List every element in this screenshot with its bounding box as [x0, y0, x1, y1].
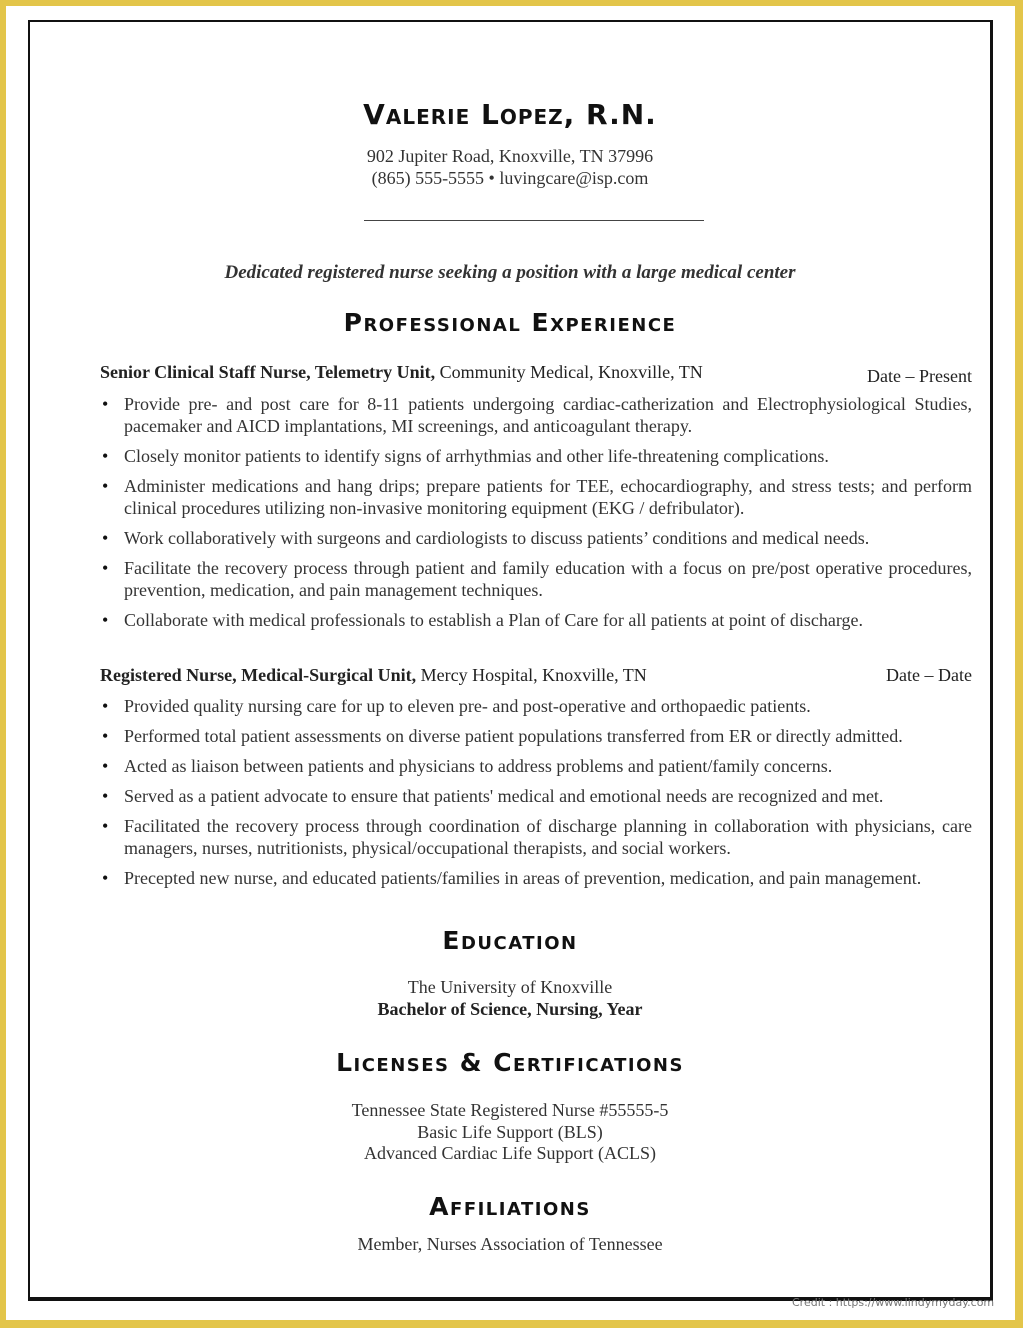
list-item: • Closely monitor patients to identify signs of arrhythmias and other life-threatening complications.	[100, 445, 972, 467]
job-date: Date – Present	[867, 366, 972, 386]
header-divider	[364, 220, 704, 221]
list-item: • Provided quality nursing care for up to eleven pre- and post-operative and orthopaedic patients.	[100, 695, 972, 717]
license-item: Advanced Cardiac Life Support (ACLS)	[364, 1143, 656, 1163]
list-item: • Administer medications and hang drips; prepare patients for TEE, echocardiography, and stress tests; and perform clinical procedures utilizing non-invasive monitoring equipment (EKG / defribulator).	[100, 475, 972, 519]
credit-watermark: Credit : https://www.lindymyday.com	[792, 1296, 995, 1309]
job-duties-list	[100, 393, 972, 639]
job-date: Date – Date	[886, 665, 972, 685]
job-title: Senior Clinical Staff Nurse, Telemetry Unit,	[100, 362, 436, 382]
list-item: • Performed total patient assessments on diverse patient populations transferred from ER or directly admitted.	[100, 725, 972, 747]
list-item: • Precepted new nurse, and educated patients/families in areas of prevention, medication, and pain management.	[100, 867, 972, 889]
objective-statement: Dedicated registered nurse seeking a position with a large medical center	[224, 262, 796, 283]
job-line	[100, 665, 972, 686]
education-school: The University of Knoxville	[407, 977, 613, 997]
list-item: • Served as a patient advocate to ensure that patients' medical and emotional needs are recognized and met.	[100, 785, 972, 807]
address-line: 902 Jupiter Road, Knoxville, TN 37996	[366, 146, 654, 166]
list-item: • Provide pre- and post care for 8-11 patients undergoing cardiac-catherization and Electrophysiological Studies, pacemaker and AICD implantations, MI screenings, and anticoagulant therapy.	[100, 393, 972, 437]
affiliations-heading: Affiliations	[429, 1192, 591, 1221]
contact-line: (865) 555-5555 • luvingcare@isp.com	[371, 168, 649, 188]
education-degree: Bachelor of Science, Nursing, Year	[377, 999, 643, 1019]
licenses-heading: Licenses & Certifications	[336, 1048, 684, 1077]
job-line	[100, 362, 972, 386]
page-border	[28, 20, 993, 1301]
license-item: Basic Life Support (BLS)	[417, 1122, 603, 1142]
education-heading: Education	[442, 926, 578, 955]
candidate-name: Valerie Lopez, R.N.	[363, 98, 657, 131]
job-title: Registered Nurse, Medical-Surgical Unit,	[100, 665, 417, 685]
job-duties-list	[100, 695, 972, 897]
resume-page	[6, 6, 1015, 1320]
license-item: Tennessee State Registered Nurse #55555-5	[351, 1100, 669, 1120]
job-employer: Mercy Hospital, Knoxville, TN	[416, 665, 647, 685]
list-item: • Facilitated the recovery process through coordination of discharge planning in collaboration with physicians, care managers, nurses, nutritionists, physical/occupational therapists, and social workers.	[100, 815, 972, 859]
affiliation-item: Member, Nurses Association of Tennessee	[357, 1234, 663, 1254]
list-item: • Collaborate with medical professionals to establish a Plan of Care for all patients at point of discharge.	[100, 609, 972, 631]
job-employer: Community Medical, Knoxville, TN	[435, 362, 703, 382]
list-item: • Acted as liaison between patients and physicians to address problems and patient/family concerns.	[100, 755, 972, 777]
list-item: • Facilitate the recovery process through patient and family education with a focus on pre/post operative procedures, prevention, medication, and pain management techniques.	[100, 557, 972, 601]
experience-heading: Professional Experience	[343, 308, 677, 337]
list-item: • Work collaboratively with surgeons and cardiologists to discuss patients’ conditions and medical needs.	[100, 527, 972, 549]
